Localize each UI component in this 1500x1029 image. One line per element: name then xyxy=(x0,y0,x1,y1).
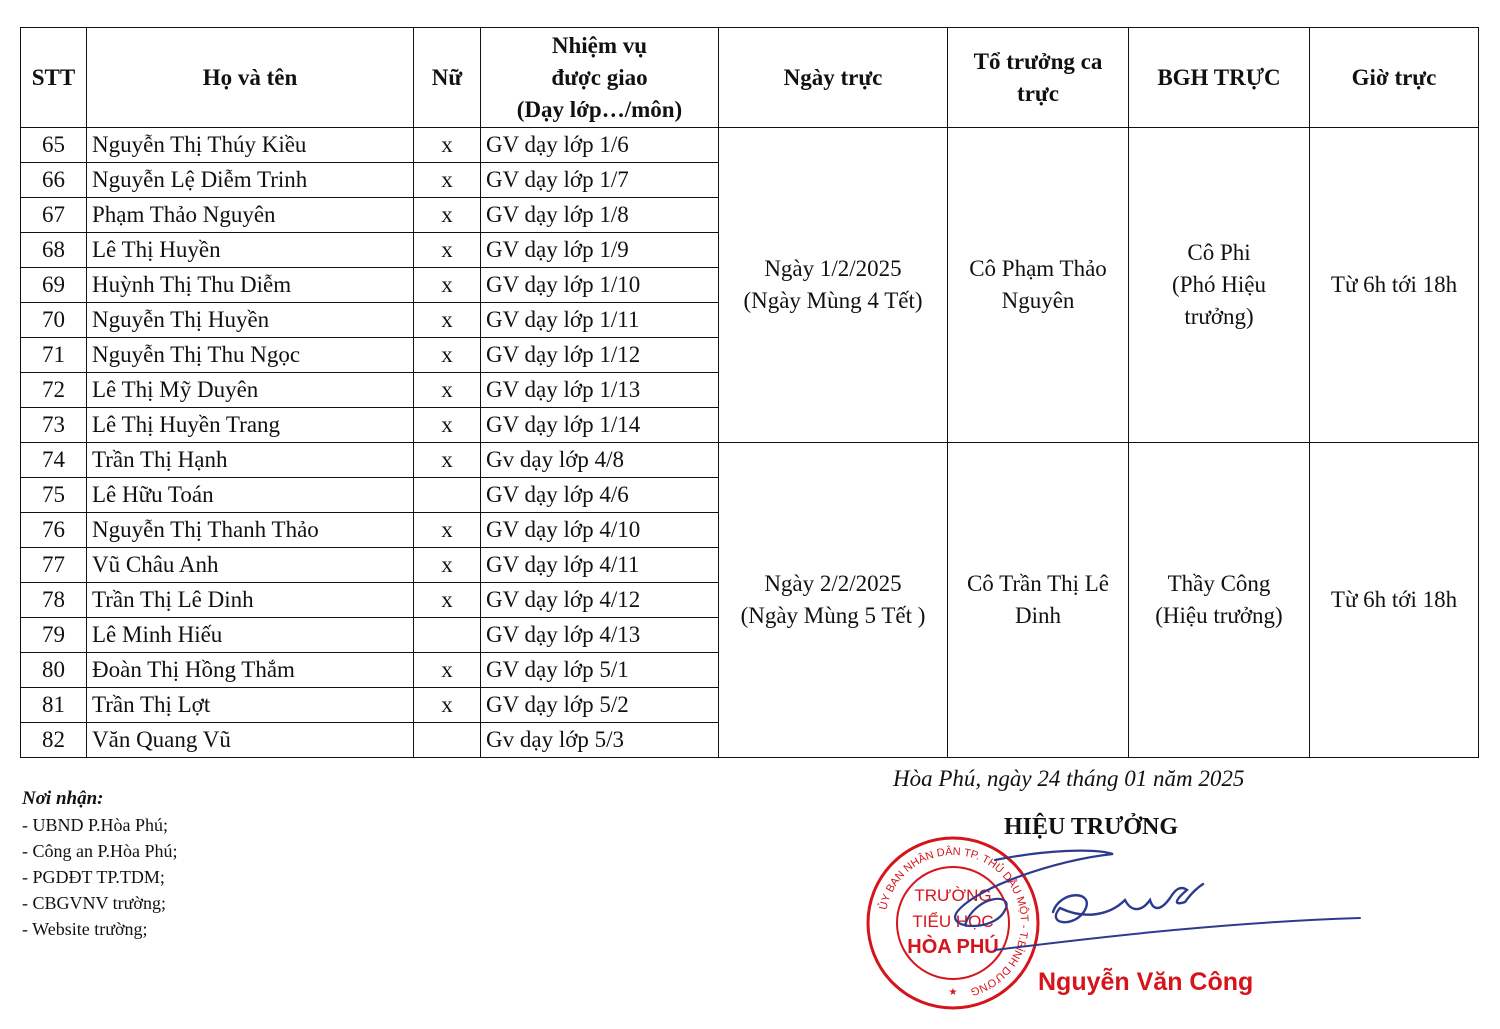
stt-cell: 78 xyxy=(21,583,87,618)
stamp-ring-text: ỦY BAN NHÂN DÂN TP. THỦ DẦU MỘT - T.BÌNH DƯƠNG xyxy=(877,845,1031,998)
female-cell: x xyxy=(414,688,481,723)
name-cell: Nguyễn Thị Thúy Kiều xyxy=(87,128,414,163)
recipients-title: Nơi nhận: xyxy=(22,788,104,809)
name-cell: Huỳnh Thị Thu Diễm xyxy=(87,268,414,303)
name-cell: Vũ Châu Anh xyxy=(87,548,414,583)
table-header-row xyxy=(21,28,1479,128)
stt-cell: 66 xyxy=(21,163,87,198)
task-cell: GV dạy lớp 1/10 xyxy=(481,268,719,303)
stt-cell: 68 xyxy=(21,233,87,268)
stt-cell: 76 xyxy=(21,513,87,548)
stamp-line-2: TIỂU HỌC xyxy=(912,912,994,931)
female-cell: x xyxy=(414,163,481,198)
recipient-item: - PGDĐT TP.TDM; xyxy=(22,867,165,887)
female-cell: x xyxy=(414,373,481,408)
task-cell: GV dạy lớp 4/11 xyxy=(481,548,719,583)
female-cell: x xyxy=(414,548,481,583)
task-cell: GV dạy lớp 5/1 xyxy=(481,653,719,688)
name-cell: Lê Minh Hiếu xyxy=(87,618,414,653)
task-cell: GV dạy lớp 1/13 xyxy=(481,373,719,408)
board-on-duty-cell: Thầy Công (Hiệu trưởng) xyxy=(1129,443,1310,758)
name-cell: Nguyễn Thị Huyền xyxy=(87,303,414,338)
duty-date-cell: Ngày 1/2/2025 (Ngày Mùng 4 Tết) xyxy=(719,128,948,443)
stt-cell: 67 xyxy=(21,198,87,233)
duty-roster-table xyxy=(20,27,1479,758)
recipients-block xyxy=(22,786,178,942)
stt-cell: 73 xyxy=(21,408,87,443)
stt-cell: 75 xyxy=(21,478,87,513)
task-cell: GV dạy lớp 5/2 xyxy=(481,688,719,723)
recipient-item: - Website trường; xyxy=(22,919,148,939)
female-cell xyxy=(414,618,481,653)
place-date: Hòa Phú, ngày 24 tháng 01 năm 2025 xyxy=(893,766,1245,791)
header-date: Ngày trực xyxy=(719,28,948,128)
name-cell: Đoàn Thị Hồng Thắm xyxy=(87,653,414,688)
table-row xyxy=(21,443,1479,478)
signer-name: Nguyễn Văn Công xyxy=(1038,968,1254,996)
stt-cell: 79 xyxy=(21,618,87,653)
female-cell: x xyxy=(414,513,481,548)
stt-cell: 65 xyxy=(21,128,87,163)
task-cell: GV dạy lớp 1/12 xyxy=(481,338,719,373)
name-cell: Nguyễn Lệ Diễm Trinh xyxy=(87,163,414,198)
header-stt: STT xyxy=(21,28,87,128)
name-cell: Lê Hữu Toán xyxy=(87,478,414,513)
stamp-star-icon: ★ xyxy=(948,987,958,998)
female-cell: x xyxy=(414,198,481,233)
stt-cell: 80 xyxy=(21,653,87,688)
shift-leader-cell: Cô Trần Thị Lê Dinh xyxy=(948,443,1129,758)
shift-leader-cell: Cô Phạm Thảo Nguyên xyxy=(948,128,1129,443)
stt-cell: 77 xyxy=(21,548,87,583)
stamp-line-1: TRƯỜNG xyxy=(914,886,992,905)
female-cell xyxy=(414,723,481,758)
name-cell: Lê Thị Huyền xyxy=(87,233,414,268)
signer-title: HIỆU TRƯỞNG xyxy=(1004,814,1179,840)
task-cell: GV dạy lớp 4/13 xyxy=(481,618,719,653)
name-cell: Phạm Thảo Nguyên xyxy=(87,198,414,233)
duty-hours-cell: Từ 6h tới 18h xyxy=(1310,443,1479,758)
name-cell: Trần Thị Lợt xyxy=(87,688,414,723)
header-hours: Giờ trực xyxy=(1310,28,1479,128)
task-cell: Gv dạy lớp 4/8 xyxy=(481,443,719,478)
task-cell: GV dạy lớp 4/6 xyxy=(481,478,719,513)
task-cell: GV dạy lớp 1/14 xyxy=(481,408,719,443)
female-cell: x xyxy=(414,583,481,618)
female-cell: x xyxy=(414,408,481,443)
female-cell: x xyxy=(414,443,481,478)
female-cell: x xyxy=(414,653,481,688)
female-cell: x xyxy=(414,233,481,268)
stt-cell: 70 xyxy=(21,303,87,338)
name-cell: Văn Quang Vũ xyxy=(87,723,414,758)
recipient-item: - UBND P.Hòa Phú; xyxy=(22,815,169,835)
female-cell: x xyxy=(414,338,481,373)
task-cell: GV dạy lớp 1/8 xyxy=(481,198,719,233)
female-cell xyxy=(414,478,481,513)
recipient-item: - Công an P.Hòa Phú; xyxy=(22,841,178,861)
task-cell: Gv dạy lớp 5/3 xyxy=(481,723,719,758)
task-cell: GV dạy lớp 4/10 xyxy=(481,513,719,548)
header-bgh: BGH TRỰC xyxy=(1129,28,1310,128)
table-row xyxy=(21,128,1479,163)
duty-hours-cell: Từ 6h tới 18h xyxy=(1310,128,1479,443)
name-cell: Nguyễn Thị Thu Ngọc xyxy=(87,338,414,373)
task-cell: GV dạy lớp 4/12 xyxy=(481,583,719,618)
stamp-line-3: HÒA PHÚ xyxy=(907,936,999,958)
stt-cell: 71 xyxy=(21,338,87,373)
recipient-item: - CBGVNV trường; xyxy=(22,893,166,913)
handwritten-signature xyxy=(935,840,1365,960)
task-cell: GV dạy lớp 1/11 xyxy=(481,303,719,338)
header-name: Họ và tên xyxy=(87,28,414,128)
board-on-duty-cell: Cô Phi (Phó Hiệu trưởng) xyxy=(1129,128,1310,443)
female-cell: x xyxy=(414,128,481,163)
stt-cell: 72 xyxy=(21,373,87,408)
header-leader: Tổ trưởng ca trực xyxy=(948,28,1129,128)
header-task: Nhiệm vụ được giao (Dạy lớp…/môn) xyxy=(481,28,719,128)
stt-cell: 69 xyxy=(21,268,87,303)
header-female: Nữ xyxy=(414,28,481,128)
stt-cell: 74 xyxy=(21,443,87,478)
name-cell: Trần Thị Lê Dinh xyxy=(87,583,414,618)
name-cell: Nguyễn Thị Thanh Thảo xyxy=(87,513,414,548)
task-cell: GV dạy lớp 1/6 xyxy=(481,128,719,163)
stt-cell: 82 xyxy=(21,723,87,758)
stt-cell: 81 xyxy=(21,688,87,723)
task-cell: GV dạy lớp 1/9 xyxy=(481,233,719,268)
duty-date-cell: Ngày 2/2/2025 (Ngày Mùng 5 Tết ) xyxy=(719,443,948,758)
female-cell: x xyxy=(414,303,481,338)
name-cell: Lê Thị Huyền Trang xyxy=(87,408,414,443)
female-cell: x xyxy=(414,268,481,303)
task-cell: GV dạy lớp 1/7 xyxy=(481,163,719,198)
name-cell: Lê Thị Mỹ Duyên xyxy=(87,373,414,408)
name-cell: Trần Thị Hạnh xyxy=(87,443,414,478)
